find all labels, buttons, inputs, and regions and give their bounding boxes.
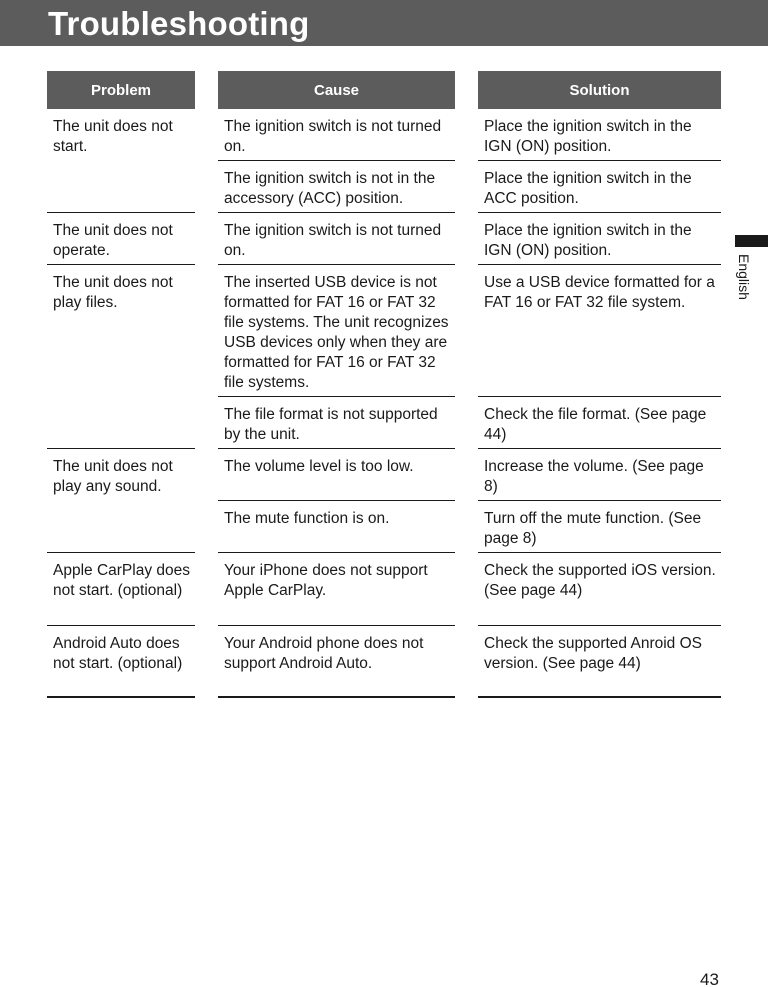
page-number: 43 [700, 970, 719, 987]
cause-cell: The mute function is on. [224, 510, 390, 527]
cause-cell: The file format is not supported by the unit. [224, 406, 438, 443]
solution-cell: Check the file format. (See page 44) [484, 406, 707, 443]
table-row [47, 109, 721, 161]
table-header-row [47, 71, 721, 109]
problem-cell: Apple CarPlay does not start. (optional) [53, 562, 190, 599]
cause-cell: The ignition switch is not turned on. [224, 222, 442, 259]
solution-cell: Place the ignition switch in the IGN (ON) position. [484, 118, 692, 155]
problem-cell: The unit does not play any sound. [53, 458, 173, 495]
language-label: English [736, 254, 752, 300]
table-bottom-rule [478, 696, 721, 698]
language-tab-marker [735, 235, 768, 247]
solution-cell: Turn off the mute function. (See page 8) [484, 510, 702, 547]
table-row [47, 397, 721, 449]
problem-cell [47, 161, 195, 169]
solution-cell: Check the supported Anroid OS version. (See page 44) [484, 635, 702, 672]
table-row [47, 265, 721, 397]
table-bottom-rule [218, 696, 455, 698]
header-cause: Cause [218, 71, 455, 109]
cause-cell: The volume level is too low. [224, 458, 414, 475]
solution-cell: Check the supported iOS version. (See page 44) [484, 562, 716, 599]
table-row [47, 626, 721, 698]
cause-cell: The ignition switch is not turned on. [224, 118, 442, 155]
solution-cell: Increase the volume. (See page 8) [484, 458, 704, 495]
problem-cell: The unit does not start. [53, 118, 173, 155]
table-row [47, 213, 721, 265]
cause-cell: The inserted USB device is not formatted for FAT 16 or FAT 32 file systems. The unit recognizes USB devices only when they are formatted for FAT 16 or FAT 32 file systems. [224, 274, 449, 391]
cause-cell: Your iPhone does not support Apple CarPlay. [224, 562, 428, 599]
table-row [47, 161, 721, 213]
table-row [47, 553, 721, 626]
cause-cell: The ignition switch is not in the accessory (ACC) position. [224, 170, 436, 207]
troubleshooting-table [47, 71, 721, 698]
cause-cell: Your Android phone does not support Android Auto. [224, 635, 424, 672]
table-row [47, 501, 721, 553]
problem-cell: The unit does not play files. [53, 274, 173, 311]
table-row [47, 449, 721, 501]
solution-cell: Place the ignition switch in the ACC position. [484, 170, 692, 207]
problem-cell [47, 397, 195, 405]
table-bottom-rule [47, 696, 195, 698]
solution-cell: Use a USB device formatted for a FAT 16 or FAT 32 file system. [484, 274, 715, 311]
solution-cell: Place the ignition switch in the IGN (ON) position. [484, 222, 692, 259]
header-solution: Solution [478, 71, 721, 109]
page-title: Troubleshooting [48, 5, 310, 42]
problem-cell: Android Auto does not start. (optional) [53, 635, 183, 672]
title-bar [0, 0, 768, 46]
problem-cell [47, 501, 195, 509]
problem-cell: The unit does not operate. [53, 222, 173, 259]
header-problem: Problem [47, 71, 195, 109]
